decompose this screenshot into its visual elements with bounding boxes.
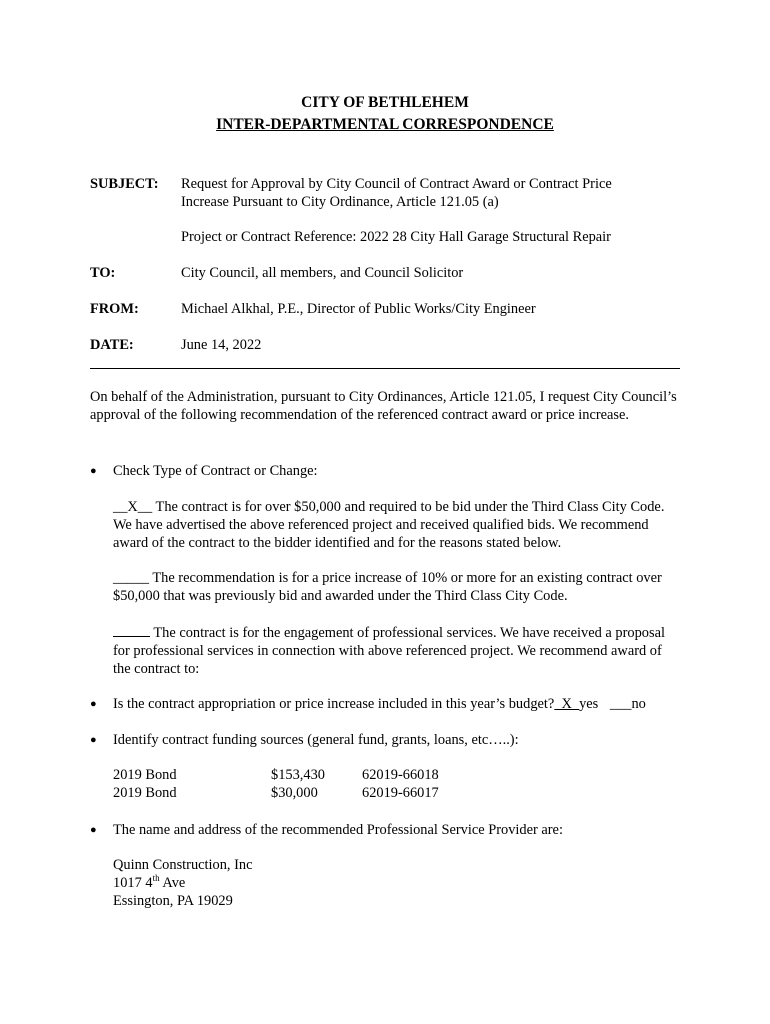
bullet-dot: ● xyxy=(90,734,97,746)
budget-yes-mark: X xyxy=(554,696,580,712)
budget-question xyxy=(113,695,646,713)
funding-account: 62019-66017 xyxy=(362,785,439,801)
provider-street-number: 1017 4 xyxy=(113,875,153,891)
funding-amount: $30,000 xyxy=(271,785,318,801)
option-price-text: The recommendation is for a price increase of 10% or more for an existing contract over $50,000 that was previously bid and awarded under the Third Class City Code. xyxy=(113,570,662,604)
option-price-mark: _____ xyxy=(113,570,149,586)
budget-yes-label: yes xyxy=(579,696,599,712)
option-bid-contract xyxy=(113,498,673,552)
option-services-blank xyxy=(113,622,150,637)
to-value: City Council, all members, and Council Solicitor xyxy=(181,265,464,281)
provider-street xyxy=(113,874,185,892)
funding-source: 2019 Bond xyxy=(113,767,177,783)
provider-name: Quinn Construction, Inc xyxy=(113,857,253,873)
project-reference: Project or Contract Reference: 2022 28 City Hall Garage Structural Repair xyxy=(181,229,611,245)
document-title: CITY OF BETHLEHEM xyxy=(301,94,469,111)
provider-heading: The name and address of the recommended Professional Service Provider are: xyxy=(113,822,563,838)
funding-amount: $153,430 xyxy=(271,767,325,783)
provider-street-suffix: th xyxy=(152,873,160,884)
budget-question-text: Is the contract appropriation or price increase included in this year’s budget? xyxy=(113,696,555,712)
from-label: FROM: xyxy=(90,301,139,317)
document-subtitle: INTER-DEPARTMENTAL CORRESPONDENCE xyxy=(216,116,554,133)
bullet-dot: ● xyxy=(90,465,97,477)
option-services-text: The contract is for the engagement of professional services. We have received a proposal for professional services in connection with above referenced project. We recommend award of the contract to: xyxy=(113,625,665,677)
header-divider xyxy=(90,368,680,369)
contract-type-heading: Check Type of Contract or Change: xyxy=(113,463,318,479)
funding-source: 2019 Bond xyxy=(113,785,177,801)
subject-line-2: Increase Pursuant to City Ordinance, Article 121.05 (a) xyxy=(181,194,499,210)
provider-city: Essington, PA 19029 xyxy=(113,893,233,909)
subject-label: SUBJECT: xyxy=(90,176,159,192)
subject-line-1: Request for Approval by City Council of Contract Award or Contract Price xyxy=(181,176,612,192)
from-value: Michael Alkhal, P.E., Director of Public Works/City Engineer xyxy=(181,301,536,317)
bullet-dot: ● xyxy=(90,824,97,836)
option-professional-services xyxy=(113,622,673,678)
date-label: DATE: xyxy=(90,337,134,353)
to-label: TO: xyxy=(90,265,116,281)
budget-no-mark: ___ xyxy=(609,696,632,712)
funding-account: 62019-66018 xyxy=(362,767,439,783)
option-bid-mark: __X__ xyxy=(113,499,153,515)
budget-no-label: no xyxy=(631,696,646,712)
option-price-increase xyxy=(113,569,673,605)
funding-heading: Identify contract funding sources (general fund, grants, loans, etc…..): xyxy=(113,732,519,748)
date-value: June 14, 2022 xyxy=(181,337,262,353)
provider-street-name: Ave xyxy=(159,875,186,891)
option-bid-text: The contract is for over $50,000 and required to be bid under the Third Class City Code. We have advertised the above referenced project and received qualified bids. We recommend award of the contract to the bidder identified and for the reasons stated below. xyxy=(113,499,665,551)
intro-paragraph: On behalf of the Administration, pursuant to City Ordinances, Article 121.05, I request City Council’s approval of the following recommendation of the referenced contract award or price increase. xyxy=(90,389,677,423)
bullet-dot: ● xyxy=(90,698,97,710)
